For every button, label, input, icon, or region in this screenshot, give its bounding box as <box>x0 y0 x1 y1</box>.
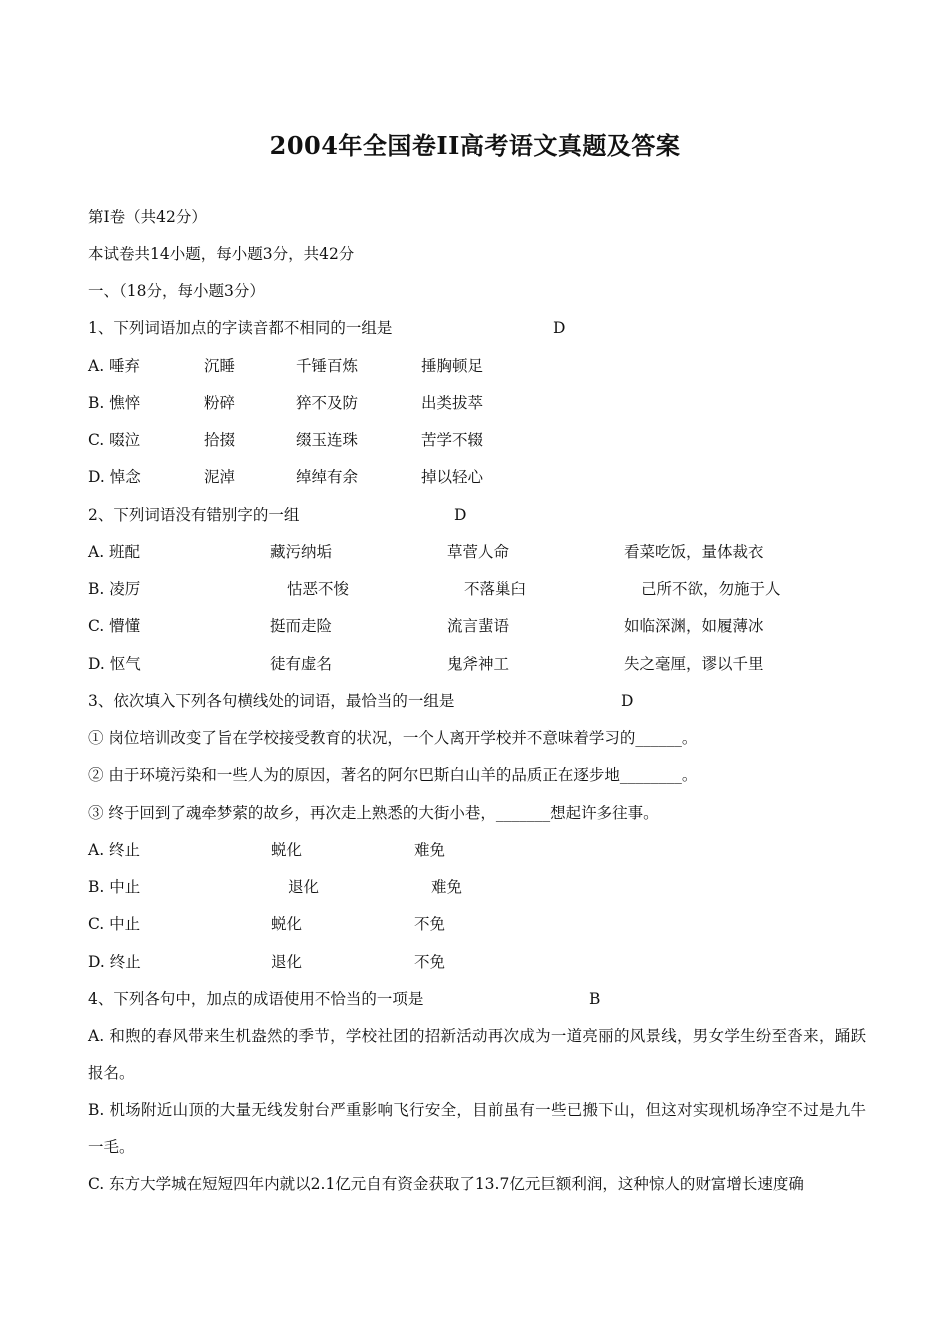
section-intro: 本试卷共14小题，每小题3分，共42分 <box>88 245 355 263</box>
option-term: 草菅人命 <box>447 543 510 561</box>
question-2-answer: D <box>454 506 467 524</box>
option-term: C. 啜泣 <box>88 431 141 449</box>
option-term: C. 懵懂 <box>88 617 141 635</box>
option-term: 怙恶不悛 <box>287 580 350 598</box>
question-3-sentence-3: ③ 终于回到了魂牵梦萦的故乡，再次走上熟悉的大街小巷，_______想起许多往事。 <box>88 804 659 822</box>
option-term: 绰绰有余 <box>296 468 359 486</box>
option-term: 泥淖 <box>204 468 236 486</box>
option-term: C. 中止 <box>88 915 141 933</box>
option-term: 千锤百炼 <box>296 357 359 375</box>
question-2-stem: 2、下列词语没有错别字的一组 <box>88 506 300 524</box>
option-term: 藏污纳垢 <box>270 543 333 561</box>
option-term: 退化 <box>271 953 303 971</box>
question-1-stem: 1、下列词语加点的字读音都不相同的一组是 <box>88 319 393 337</box>
option-term: 苦学不辍 <box>421 431 484 449</box>
question-4-option-a: A. 和煦的春风带来生机盎然的季节，学校社团的招新活动再次成为一道亮丽的风景线，男女学生纷至沓来，踊跃报名。 <box>88 1027 866 1082</box>
option-term: 退化 <box>288 878 320 896</box>
option-term: A. 唾弃 <box>88 357 141 375</box>
option-term: 蜕化 <box>271 841 303 859</box>
option-term: 徒有虚名 <box>270 655 333 673</box>
option-term: D. 悼念 <box>88 468 141 486</box>
option-term: D. 终止 <box>88 953 141 971</box>
question-4-option-b: B. 机场附近山顶的大量无线发射台严重影响飞行安全，目前虽有一些已搬下山，但这对实现机场净空不过是九牛一毛。 <box>88 1101 866 1156</box>
part-heading: 一、（18分，每小题3分） <box>88 282 265 300</box>
option-term: A. 终止 <box>88 841 141 859</box>
option-term: 己所不欲，勿施于人 <box>641 580 781 598</box>
option-term: 不免 <box>414 915 446 933</box>
option-term: B. 凌厉 <box>88 580 141 598</box>
option-term: 看菜吃饭，量体裁衣 <box>624 543 764 561</box>
option-term: 挺而走险 <box>270 617 333 635</box>
document-title: 2004年全国卷II高考语文真题及答案 <box>269 131 681 160</box>
option-term: 难免 <box>431 878 463 896</box>
option-term: 出类拔萃 <box>421 394 484 412</box>
option-term: 蜕化 <box>271 915 303 933</box>
question-4-answer: B <box>589 990 601 1008</box>
option-term: 拾掇 <box>204 431 236 449</box>
option-term: 缀玉连珠 <box>296 431 359 449</box>
question-4-stem: 4、下列各句中，加点的成语使用不恰当的一项是 <box>88 990 424 1008</box>
section-heading: 第Ⅰ卷（共42分） <box>88 208 207 226</box>
option-term: B. 中止 <box>88 878 141 896</box>
option-term: 如临深渊，如履薄冰 <box>624 617 764 635</box>
question-3-stem: 3、依次填入下列各句横线处的词语，最恰当的一组是 <box>88 692 455 710</box>
option-term: 掉以轻心 <box>421 468 484 486</box>
option-term: A. 班配 <box>88 543 141 561</box>
option-term: 捶胸顿足 <box>421 357 484 375</box>
option-term: 失之毫厘，谬以千里 <box>624 655 764 673</box>
option-term: 粉碎 <box>204 394 236 412</box>
option-term: B. 憔悴 <box>88 394 141 412</box>
question-3-sentence-2: ② 由于环境污染和一些人为的原因，著名的阿尔巴斯白山羊的品质正在逐步地________。 <box>88 766 698 784</box>
question-1-answer: D <box>553 319 566 337</box>
option-term: 难免 <box>414 841 446 859</box>
option-term: 流言蜚语 <box>447 617 510 635</box>
option-term: 不落巢臼 <box>464 580 527 598</box>
option-term: 沉睡 <box>204 357 236 375</box>
question-4-option-c: C. 东方大学城在短短四年内就以2.1亿元自有资金获取了13.7亿元巨额利润，这种惊人的财富增长速度确 <box>88 1175 804 1193</box>
option-term: 鬼斧神工 <box>447 655 510 673</box>
question-3-answer: D <box>621 692 634 710</box>
option-term: 猝不及防 <box>296 394 359 412</box>
option-term: 不免 <box>414 953 446 971</box>
question-3-sentence-1: ① 岗位培训改变了旨在学校接受教育的状况，一个人离开学校并不意味着学习的______。 <box>88 729 698 747</box>
option-term: D. 怄气 <box>88 655 141 673</box>
